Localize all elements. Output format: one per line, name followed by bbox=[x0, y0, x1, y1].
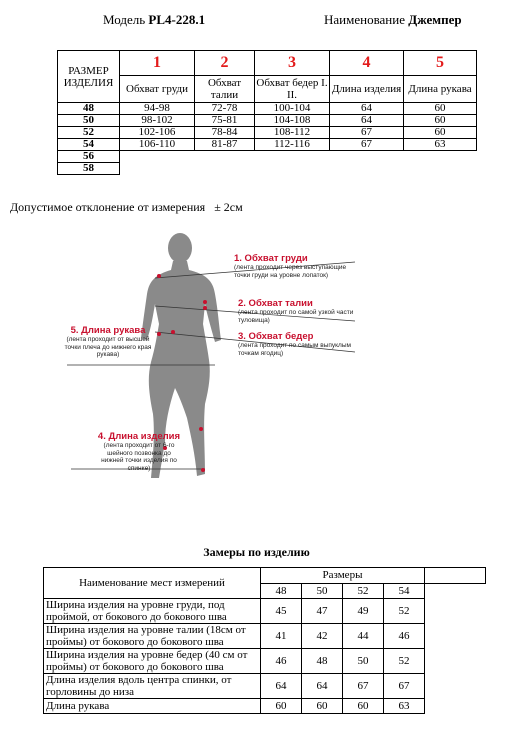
cell: 64 bbox=[330, 115, 404, 127]
callout-2-title: 2. Обхват талии bbox=[238, 298, 313, 309]
measure-name: Длина рукава bbox=[44, 699, 261, 714]
measure-value: 60 bbox=[302, 699, 343, 714]
col-num-5: 5 bbox=[404, 51, 477, 76]
measure-value: 49 bbox=[343, 599, 384, 624]
blank bbox=[425, 599, 486, 624]
col-label-4: Длина изделия bbox=[330, 76, 404, 103]
sizes-header-tail bbox=[425, 568, 486, 584]
name-header: Наименование мест измерений bbox=[44, 568, 261, 599]
cell: 81-87 bbox=[195, 139, 255, 151]
table-row bbox=[58, 139, 477, 151]
empty-cell bbox=[120, 151, 477, 163]
tolerance-line bbox=[10, 200, 243, 215]
cell: 75-81 bbox=[195, 115, 255, 127]
measure-value: 60 bbox=[343, 699, 384, 714]
callout-5-title: 5. Длина рукава bbox=[70, 325, 146, 336]
table-row bbox=[44, 699, 486, 714]
col-num-2: 2 bbox=[195, 51, 255, 76]
cell: 63 bbox=[404, 139, 477, 151]
measurements-table bbox=[43, 567, 486, 714]
cell: 64 bbox=[330, 103, 404, 115]
cell: 98-102 bbox=[120, 115, 195, 127]
callout-3 bbox=[238, 331, 356, 357]
cell: 72-78 bbox=[195, 103, 255, 115]
measure-value: 42 bbox=[302, 624, 343, 649]
size-header-cell bbox=[58, 51, 120, 103]
cell: 60 bbox=[404, 103, 477, 115]
measure-value: 67 bbox=[343, 674, 384, 699]
col-label-2: Обхват талии bbox=[195, 76, 255, 103]
measure-name: Длина изделия вдоль центра спинки, от горловины до низа bbox=[44, 674, 261, 699]
cell: 106-110 bbox=[120, 139, 195, 151]
cell: 60 bbox=[404, 127, 477, 139]
row-size: 50 bbox=[58, 115, 120, 127]
col-num-4: 4 bbox=[330, 51, 404, 76]
size-col: 50 bbox=[302, 583, 343, 599]
callout-1-title: 1. Обхват груди bbox=[234, 253, 308, 264]
table-row bbox=[44, 599, 486, 624]
measure-value: 64 bbox=[261, 674, 302, 699]
row-size: 58 bbox=[58, 163, 120, 175]
table-row bbox=[44, 624, 486, 649]
cell: 67 bbox=[330, 127, 404, 139]
measure-value: 45 bbox=[261, 599, 302, 624]
measure-name: Ширина изделия на уровне талии (18см от проймы) от бокового до бокового шва bbox=[44, 624, 261, 649]
table-row bbox=[58, 115, 477, 127]
col-label-3: Обхват бедер I. II. bbox=[256, 77, 328, 101]
measure-name: Ширина изделия на уровне груди, под проймой, от бокового до бокового шва bbox=[44, 599, 261, 624]
measure-value: 52 bbox=[384, 649, 425, 674]
row-size: 54 bbox=[58, 139, 120, 151]
measure-value: 64 bbox=[302, 674, 343, 699]
model-line bbox=[103, 12, 205, 28]
size-table bbox=[57, 50, 477, 175]
measure-value: 41 bbox=[261, 624, 302, 649]
callout-4-sub: (лента проходит от 6-го шейного позвонка до нижней точки изделия по спинке) bbox=[101, 442, 177, 472]
measure-value: 52 bbox=[384, 599, 425, 624]
size-col: 54 bbox=[384, 583, 425, 599]
callout-4 bbox=[96, 431, 182, 472]
product-name-line bbox=[324, 12, 462, 28]
callout-5 bbox=[63, 325, 153, 359]
measure-value: 67 bbox=[384, 674, 425, 699]
measure-value: 47 bbox=[302, 599, 343, 624]
col-label-1: Обхват груди bbox=[120, 76, 195, 103]
measure-value: 50 bbox=[343, 649, 384, 674]
size-header-text: РАЗМЕР ИЗДЕЛИЯ bbox=[63, 64, 114, 89]
cell: 60 bbox=[404, 115, 477, 127]
measure-value: 60 bbox=[261, 699, 302, 714]
cell: 78-84 bbox=[195, 127, 255, 139]
measure-name: Ширина изделия на уровне бедер (40 см от проймы) от бокового до бокового шва bbox=[44, 649, 261, 674]
cell: 112-116 bbox=[255, 139, 330, 151]
cell: 102-106 bbox=[120, 127, 195, 139]
name-value: Джемпер bbox=[408, 12, 462, 27]
table-row bbox=[58, 103, 477, 115]
cell: 67 bbox=[330, 139, 404, 151]
callout-2 bbox=[238, 298, 356, 324]
callout-2-sub: (лента проходит по самой узкой части туловища) bbox=[238, 309, 354, 324]
callout-4-title: 4. Длина изделия bbox=[97, 431, 181, 442]
row-size: 56 bbox=[58, 151, 120, 163]
measure-value: 48 bbox=[302, 649, 343, 674]
callout-3-sub: (лента проходит по самым выпуклым точкам ягодиц) bbox=[238, 342, 351, 357]
model-code: PL4-228.1 bbox=[148, 12, 206, 27]
callout-1 bbox=[234, 253, 359, 279]
row-size: 52 bbox=[58, 127, 120, 139]
blank bbox=[425, 624, 486, 649]
table-row bbox=[58, 163, 477, 175]
tolerance-label: Допустимое отклонение от измерения bbox=[10, 200, 206, 214]
col-label-5: Длина рукава bbox=[404, 76, 477, 103]
measure-value: 46 bbox=[261, 649, 302, 674]
size-col: 48 bbox=[261, 583, 302, 599]
empty-cell bbox=[120, 163, 477, 175]
cell: 104-108 bbox=[255, 115, 330, 127]
measure-value: 44 bbox=[343, 624, 384, 649]
blank bbox=[425, 649, 486, 674]
size-col: 52 bbox=[343, 583, 384, 599]
sizes-header: Размеры bbox=[261, 568, 425, 584]
callout-1-sub: (лента проходит через выступающие точки груди на уровне лопаток) bbox=[234, 264, 347, 279]
callout-5-sub: (лента проходит от высшей точки плеча до нижнего края рукава) bbox=[64, 336, 152, 358]
cell: 108-112 bbox=[255, 127, 330, 139]
measurements-title: Замеры по изделию bbox=[203, 545, 310, 559]
table-row bbox=[58, 127, 477, 139]
table-row bbox=[44, 674, 486, 699]
cell: 100-104 bbox=[255, 103, 330, 115]
blank bbox=[425, 583, 486, 599]
cell: 94-98 bbox=[120, 103, 195, 115]
blank bbox=[425, 699, 486, 714]
measure-value: 46 bbox=[384, 624, 425, 649]
model-label: Модель bbox=[103, 12, 149, 27]
callout-3-title: 3. Обхват бедер bbox=[238, 331, 314, 342]
col-num-3: 3 bbox=[255, 51, 330, 76]
name-label: Наименование bbox=[324, 12, 409, 27]
measure-value: 63 bbox=[384, 699, 425, 714]
col-num-1: 1 bbox=[120, 51, 195, 76]
row-size: 48 bbox=[58, 103, 120, 115]
blank bbox=[425, 674, 486, 699]
tolerance-value: ± 2см bbox=[214, 200, 243, 214]
table-row bbox=[44, 649, 486, 674]
table-row bbox=[58, 151, 477, 163]
